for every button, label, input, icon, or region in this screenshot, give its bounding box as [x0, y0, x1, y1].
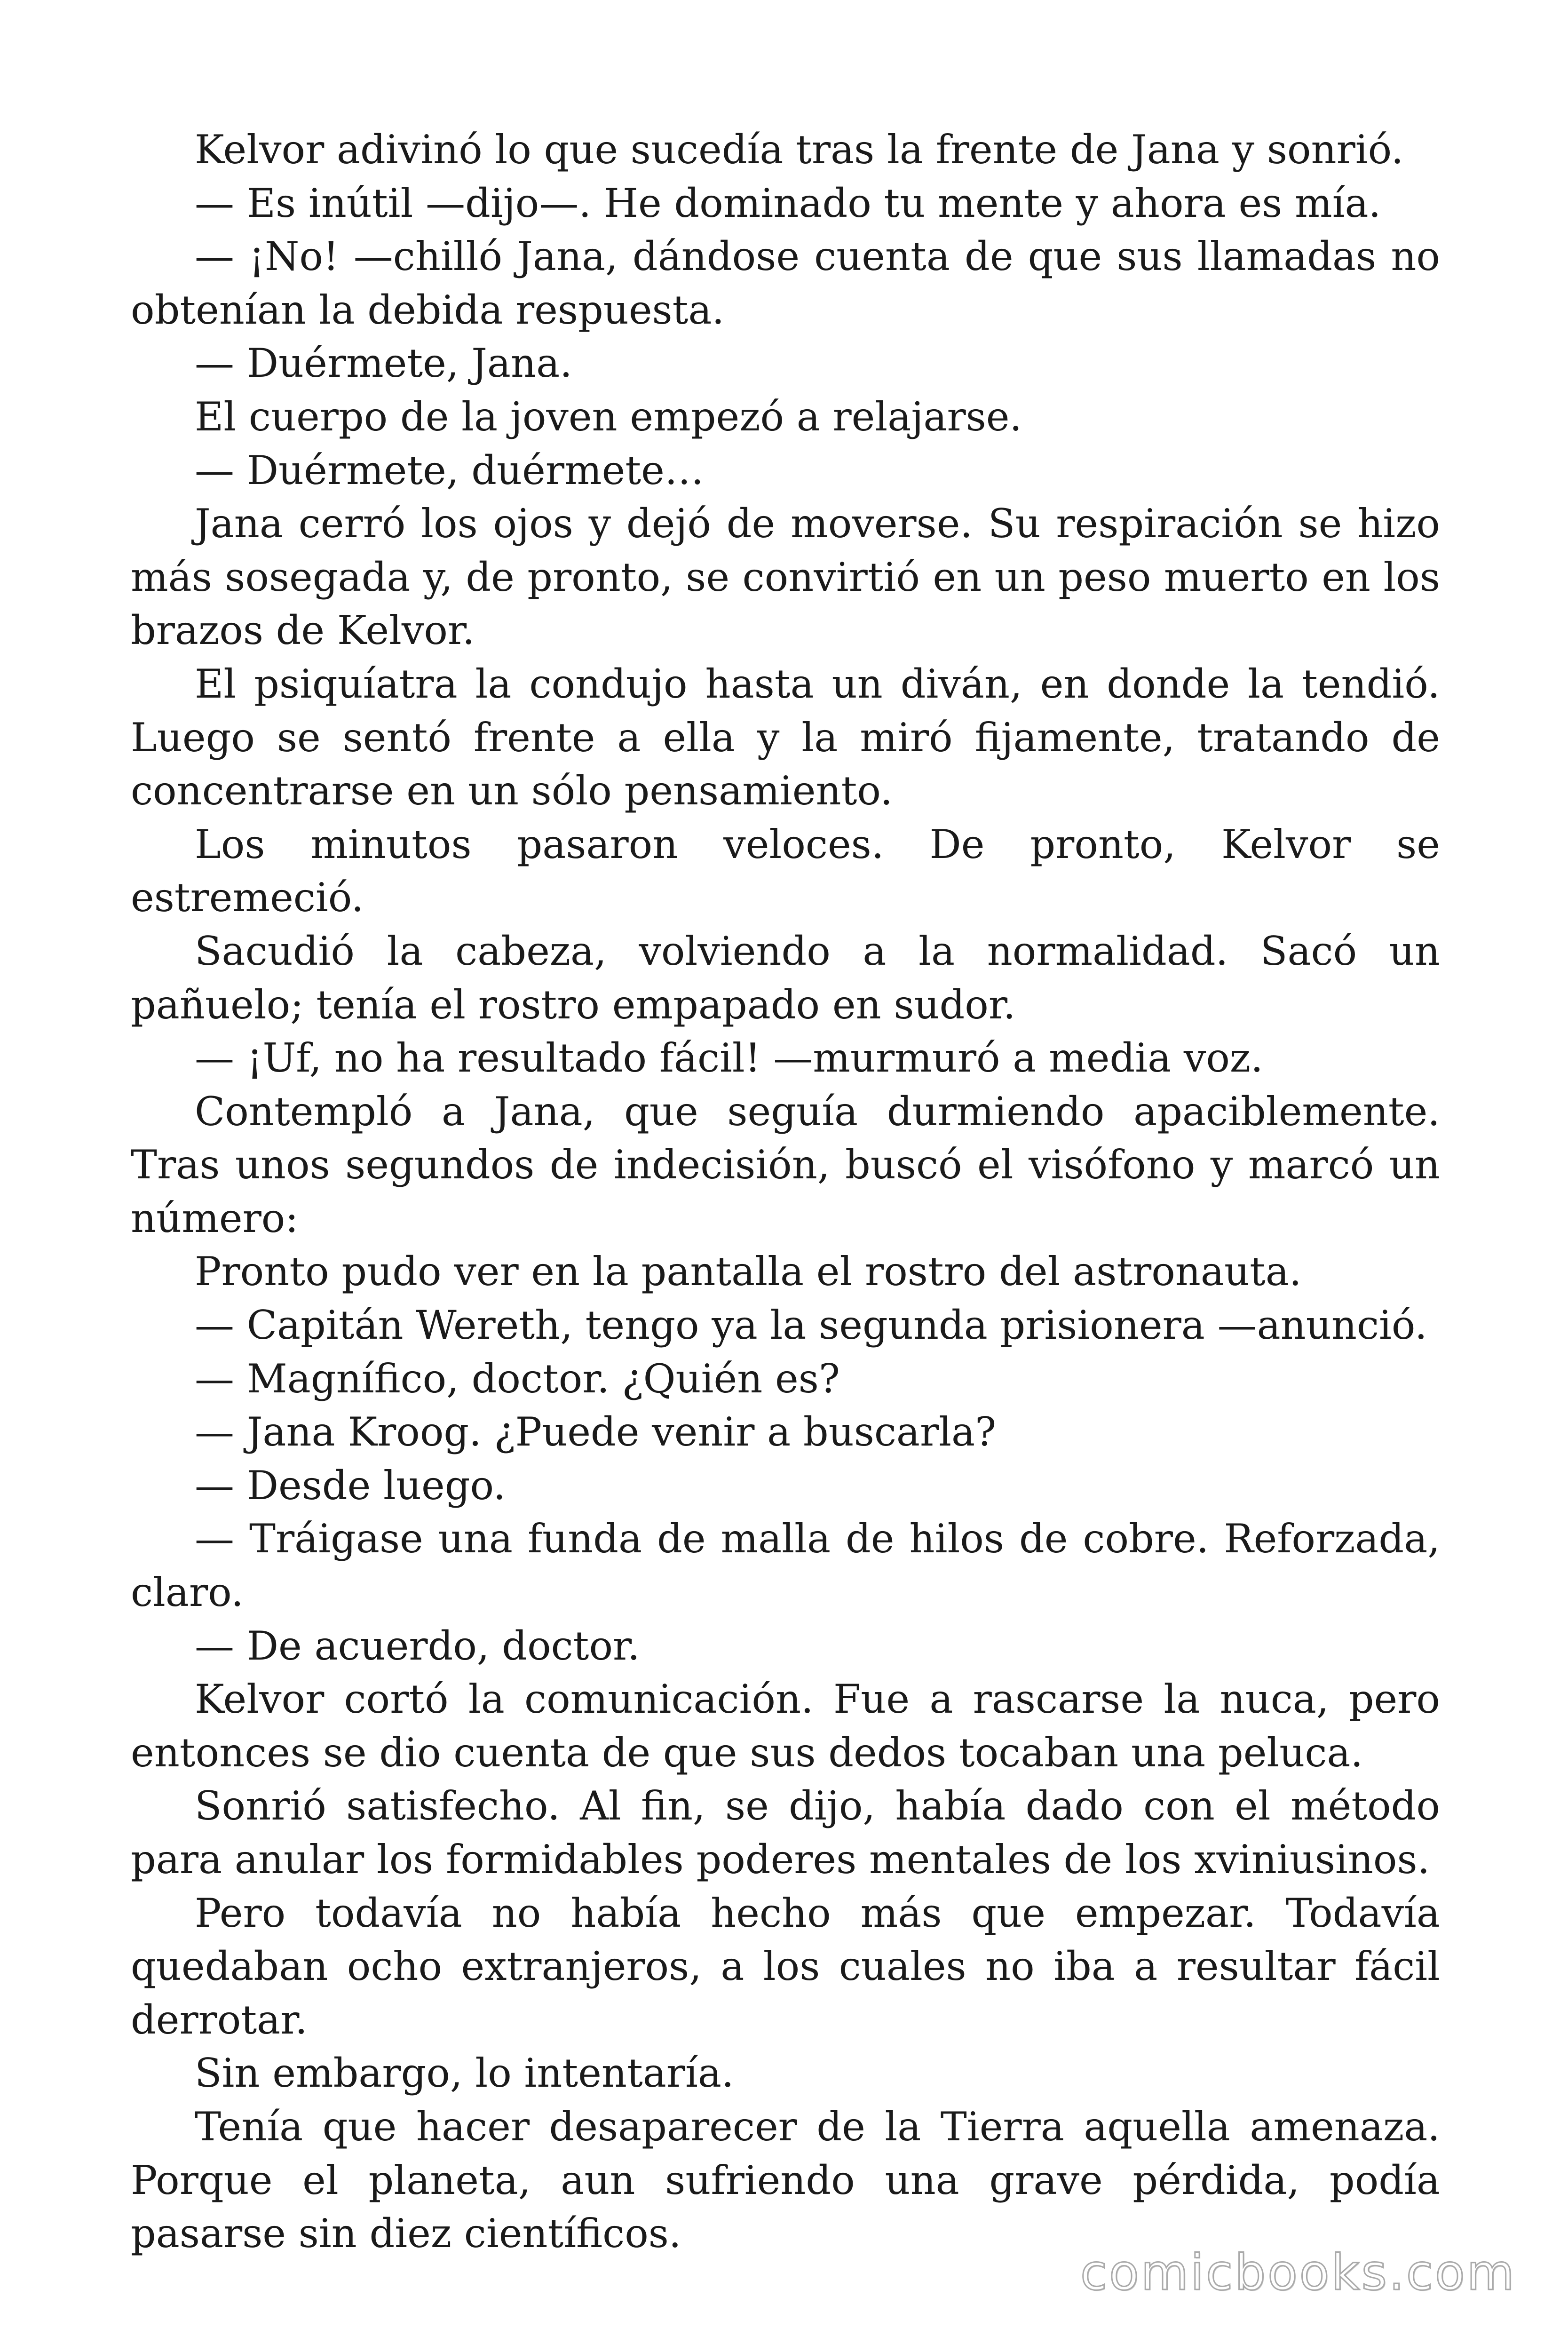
paragraph: El psiquíatra la condujo hasta un diván, en donde la tendió. Luego se sentó frente a ella y la miró fijamente, tratando de concentrarse en un sólo pensamiento.: [131, 660, 1440, 814]
paragraph: Sacudió la cabeza, volviendo a la normalidad. Sacó un pañuelo; tenía el rostro empapado en sudor.: [131, 928, 1440, 1028]
paragraph: Sonrió satisfecho. Al fin, se dijo, había dado con el método para anular los formidables poderes mentales de los xviniusinos.: [131, 1783, 1440, 1883]
book-page-text: [131, 123, 1440, 2261]
paragraph: — ¡Uf, no ha resultado fácil! —murmuró a media voz.: [195, 1035, 1263, 1081]
paragraph: Kelvor cortó la comunicación. Fue a rascarse la nuca, pero entonces se dio cuenta de que sus dedos tocaban una peluca.: [131, 1676, 1440, 1776]
paragraph: — Es inútil —dijo—. He dominado tu mente y ahora es mía.: [195, 180, 1381, 226]
paragraph: — Capitán Wereth, tengo ya la segunda prisionera —anunció.: [195, 1302, 1427, 1349]
paragraph: El cuerpo de la joven empezó a relajarse.: [195, 393, 1022, 440]
paragraph: Pronto pudo ver en la pantalla el rostro del astronauta.: [195, 1248, 1302, 1295]
paragraph: Pero todavía no había hecho más que empezar. Todavía quedaban ocho extranjeros, a los cuales no iba a resultar fácil derrotar.: [131, 1890, 1440, 2043]
paragraph: — Tráigase una funda de malla de hilos de cobre. Reforzada, claro.: [131, 1516, 1440, 1616]
paragraph: Kelvor adivinó lo que sucedía tras la frente de Jana y sonrió.: [195, 127, 1404, 173]
paragraph: Contempló a Jana, que seguía durmiendo apaciblemente. Tras unos segundos de indecisión, buscó el visófono y marcó un número:: [131, 1088, 1440, 1241]
paragraph: — ¡No! —chilló Jana, dándose cuenta de que sus llamadas no obtenían la debida respuesta.: [131, 233, 1440, 333]
paragraph: — Magnífico, doctor. ¿Quién es?: [195, 1355, 840, 1402]
watermark: comicbooks.com: [1080, 2244, 1516, 2301]
paragraph: Tenía que hacer desaparecer de la Tierra aquella amenaza. Porque el planeta, aun sufriendo una grave pérdida, podía pasarse sin diez científicos.: [131, 2103, 1440, 2257]
paragraph: — Duérmete, duérmete…: [195, 447, 704, 493]
paragraph: Sin embargo, lo intentaría.: [195, 2050, 734, 2097]
paragraph: — Desde luego.: [195, 1462, 506, 1509]
paragraph: Los minutos pasaron veloces. De pronto, Kelvor se estremeció.: [131, 821, 1440, 921]
paragraph: — Jana Kroog. ¿Puede venir a buscarla?: [195, 1409, 997, 1455]
paragraph: — Duérmete, Jana.: [195, 340, 572, 387]
paragraph: — De acuerdo, doctor.: [195, 1622, 640, 1669]
paragraph: Jana cerró los ojos y dejó de moverse. Su respiración se hizo más sosegada y, de pronto, se convirtió en un peso muerto en los brazos de Kelvor.: [131, 501, 1440, 654]
